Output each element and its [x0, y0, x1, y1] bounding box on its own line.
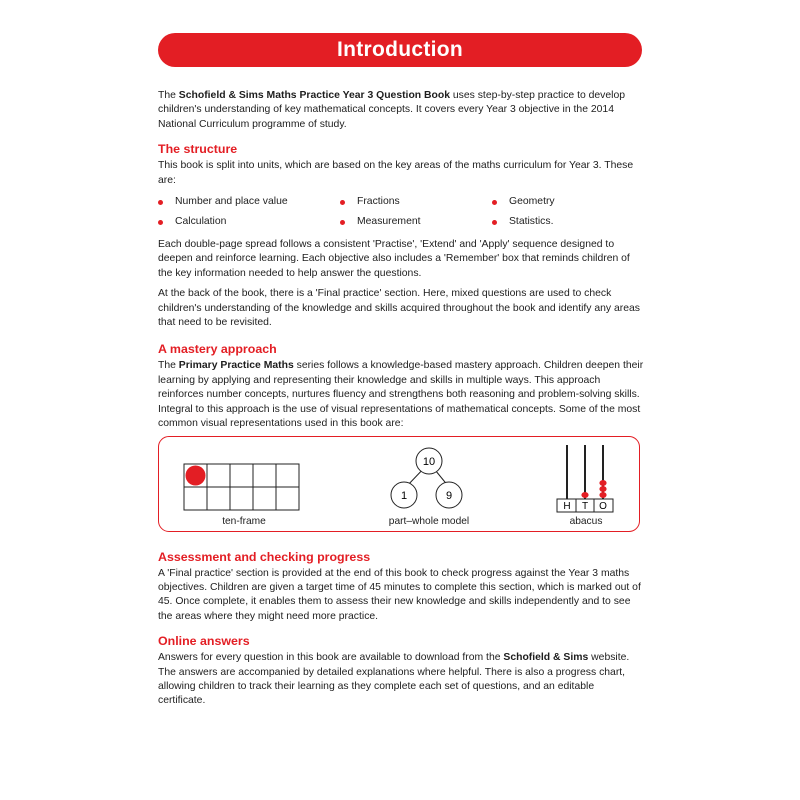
ten-frame-cell — [184, 487, 207, 510]
abacus-label-ones: O — [599, 500, 607, 512]
abacus-diagram — [557, 445, 613, 512]
bullet-dot-icon — [158, 200, 163, 205]
mastery-heading: A mastery approach — [158, 342, 277, 357]
list-item: Statistics. — [492, 215, 642, 229]
list-item: Fractions — [340, 195, 492, 209]
ten-frame-cell — [230, 464, 253, 487]
abacus-bead — [599, 486, 606, 492]
whole-value: 10 — [422, 455, 436, 468]
series-name: Primary Practice Maths — [178, 360, 294, 372]
list-item: Measurement — [340, 215, 492, 229]
list-item: Calculation — [158, 215, 340, 229]
bullet-dot-icon — [340, 220, 345, 225]
visual-representations-panel — [158, 436, 640, 532]
abacus-caption: abacus — [569, 515, 603, 527]
structure-paragraph-2: At the back of the book, there is a 'Final practice' section. Here, mixed questions are used to check children's understanding of the knowledge and skills acquired throughout the book and identify any areas that need to be revisited. — [158, 288, 641, 329]
ten-frame-cell — [207, 487, 230, 510]
part-whole-caption: part–whole model — [388, 515, 470, 527]
ten-frame-cell — [230, 487, 253, 510]
bullet-dot-icon — [492, 220, 497, 225]
ten-frame-counter — [186, 465, 206, 485]
bullet-dot-icon — [492, 200, 497, 205]
intro-post: uses step-by-step practice to develop children's understanding of key mathematical concepts. It covers every Year 3 objective in the 2014 National Curriculum programme of study. — [158, 90, 626, 130]
part-value-left: 1 — [400, 489, 408, 502]
ten-frame-cell — [276, 487, 299, 510]
ten-frame-caption: ten-frame — [222, 515, 266, 527]
ten-frame-cell — [253, 464, 276, 487]
curriculum-areas-list — [158, 195, 644, 229]
list-item: Geometry — [492, 195, 642, 209]
abacus-bead — [599, 480, 606, 486]
list-item: Number and place value — [158, 195, 340, 209]
structure-paragraph-1: Each double-page spread follows a consistent 'Practise', 'Extend' and 'Apply' sequence designed to deepen and reinforce learning. Each objective also includes a 'Remember' box that reminds children of the key information needed to help answer the questions. — [158, 239, 630, 279]
structure-lead: This book is split into units, which are based on the key areas of the maths curriculum for Year 3. These are: — [158, 160, 634, 186]
intro-pre: The — [158, 90, 179, 101]
part-value-right: 9 — [445, 489, 453, 502]
ten-frame-cell — [253, 487, 276, 510]
publisher-name: Schofield & Sims — [503, 652, 589, 664]
intro-book-title: Schofield & Sims Maths Practice Year 3 Question Book — [178, 90, 451, 101]
ten-frame-cell — [207, 464, 230, 487]
mastery-paragraph: The Primary Practice Maths series follows a knowledge-based mastery approach. Children deepen their learning by applying and representing their knowledge and skills in multiple ways. This approach reinforces number concepts, nurtures fluency and strengthens both reasoning and problem-solving skills. Integral to this approach is the use of visual representations of mathematical concepts. Some of the most common visual representations used in this book are: — [158, 360, 644, 430]
assessment-paragraph: A 'Final practice' section is provided at the end of this book to check progress against the Year 3 maths objectives. Children are given a target time of 45 minutes to complete this section, which is marked out of 45. Once complete, it enables them to assess their new knowledge and skills independently and to see the areas where they might need more practice. — [158, 567, 641, 622]
structure-heading: The structure — [158, 142, 238, 157]
intro-paragraph — [158, 89, 644, 132]
page-title-banner — [158, 33, 642, 67]
part-whole-diagram — [391, 448, 462, 508]
online-answers-heading: Online answers — [158, 634, 250, 649]
page-content — [158, 89, 644, 709]
abacus-label-hundreds: H — [563, 500, 571, 512]
abacus-bead — [599, 492, 606, 498]
ten-frame-cell — [276, 464, 299, 487]
online-answers-paragraph: Answers for every question in this book are available to download from the Schofield & Sims website. The answers are accompanied by detailed explanations where helpful. There is also a progress chart, allowing children to track their learning as they complete each set of questions, and an editable certificate. — [158, 652, 630, 707]
bullet-dot-icon — [340, 200, 345, 205]
ten-frame-diagram — [184, 464, 299, 510]
assessment-heading: Assessment and checking progress — [158, 549, 371, 564]
page-title: Introduction — [336, 38, 464, 61]
abacus-bead — [581, 492, 588, 498]
abacus-label-tens: T — [581, 500, 589, 512]
bullet-dot-icon — [158, 220, 163, 225]
